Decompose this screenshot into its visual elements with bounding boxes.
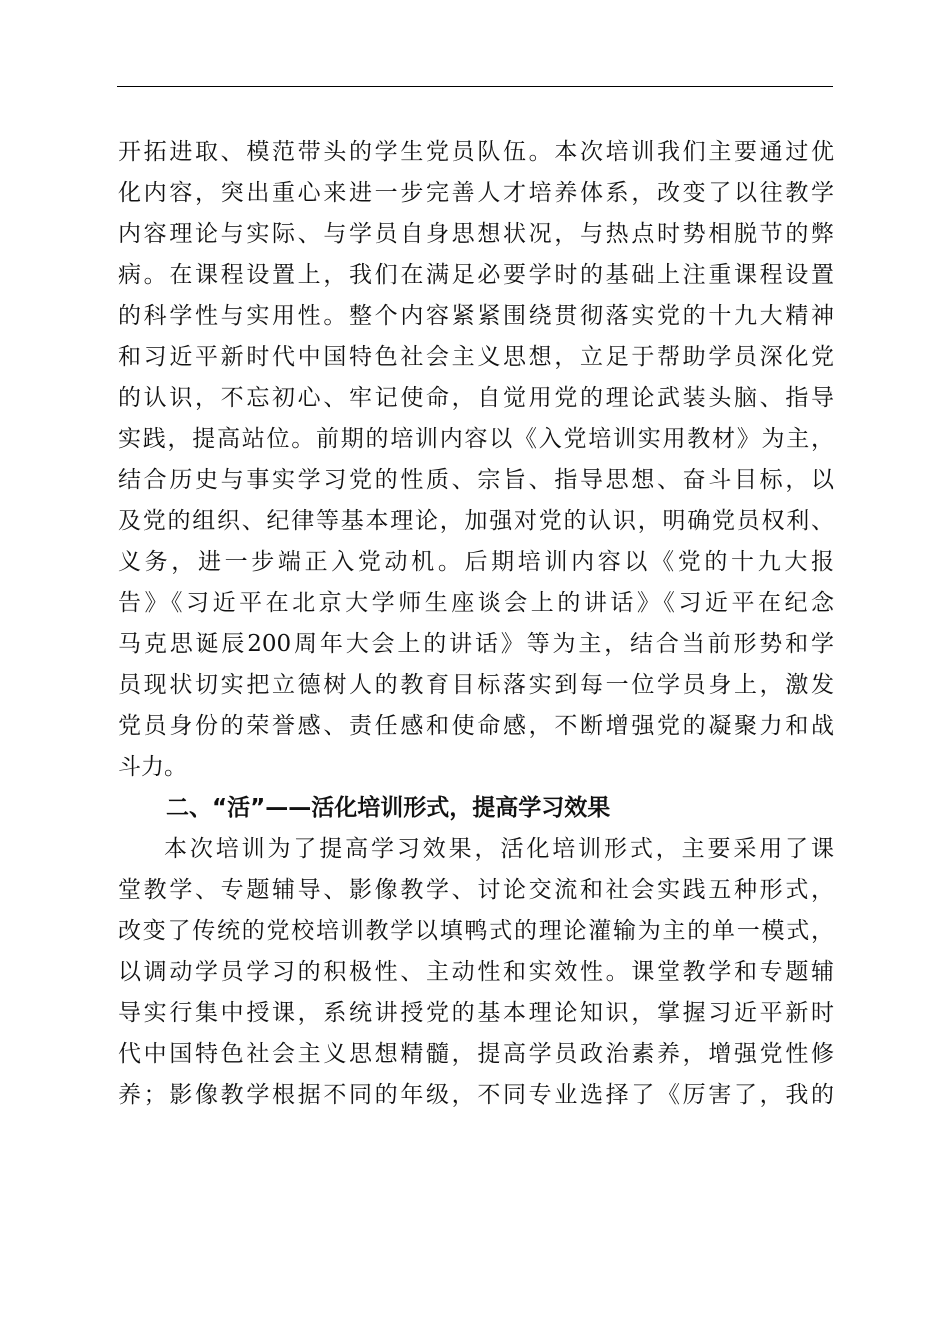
paragraph-line: 以调动学员学习的积极性、主动性和实效性。课堂教学和专题辅 — [118, 959, 834, 985]
paragraph-line: 的科学性与实用性。整个内容紧紧围绕贯彻落实党的十九大精神 — [118, 303, 834, 329]
header-rule — [117, 86, 833, 87]
paragraph-line: 告》《习近平在北京大学师生座谈会上的讲话》《习近平在纪念 — [118, 590, 834, 616]
paragraph-line: 的认识，不忘初心、牢记使命，自觉用党的理论武装头脑、指导 — [118, 385, 834, 411]
paragraph-line: 及党的组织、纪律等基本理论，加强对党的认识，明确党员权利、 — [118, 508, 834, 534]
paragraph-line: 员现状切实把立德树人的教育目标落实到每一位学员身上，激发 — [118, 672, 834, 698]
paragraph-line: 代中国特色社会主义思想精髓，提高学员政治素养，增强党性修 — [118, 1041, 834, 1067]
paragraph-line: 实践，提高站位。前期的培训内容以《入党培训实用教材》为主， — [118, 426, 834, 452]
paragraph-line: 开拓进取、模范带头的学生党员队伍。本次培训我们主要通过优 — [118, 139, 834, 165]
paragraph-line: 义务，进一步端正入党动机。后期培训内容以《党的十九大报 — [118, 549, 834, 575]
document-body — [118, 132, 834, 1116]
paragraph-line: 病。在课程设置上，我们在满足必要学时的基础上注重课程设置 — [118, 262, 834, 288]
paragraph-line: 养；影像教学根据不同的年级，不同专业选择了《厉害了，我的 — [118, 1082, 834, 1108]
paragraph-line: 斗力。 — [118, 754, 187, 780]
paragraph-line: 党员身份的荣誉感、责任感和使命感，不断增强党的凝聚力和战 — [118, 713, 834, 739]
paragraph-line: 和习近平新时代中国特色社会主义思想，立足于帮助学员深化党 — [118, 344, 834, 370]
paragraph-line: 导实行集中授课，系统讲授党的基本理论知识，掌握习近平新时 — [118, 1000, 834, 1026]
paragraph-line: 改变了传统的党校培训教学以填鸭式的理论灌输为主的单一模式， — [118, 918, 834, 944]
paragraph-line: 马克思诞辰200周年大会上的讲话》等为主，结合当前形势和学 — [118, 631, 834, 657]
paragraph-line: 内容理论与实际、与学员自身思想状况，与热点时势相脱节的弊 — [118, 221, 834, 247]
section-heading: 二、“活”——活化培训形式，提高学习效果 — [166, 795, 611, 821]
paragraph-line: 结合历史与事实学习党的性质、宗旨、指导思想、奋斗目标，以 — [118, 467, 834, 493]
paragraph-line: 堂教学、专题辅导、影像教学、讨论交流和社会实践五种形式， — [118, 877, 834, 903]
paragraph-line: 本次培训为了提高学习效果，活化培训形式，主要采用了课 — [164, 836, 834, 862]
paragraph-line: 化内容，突出重心来进一步完善人才培养体系，改变了以往教学 — [118, 180, 834, 206]
